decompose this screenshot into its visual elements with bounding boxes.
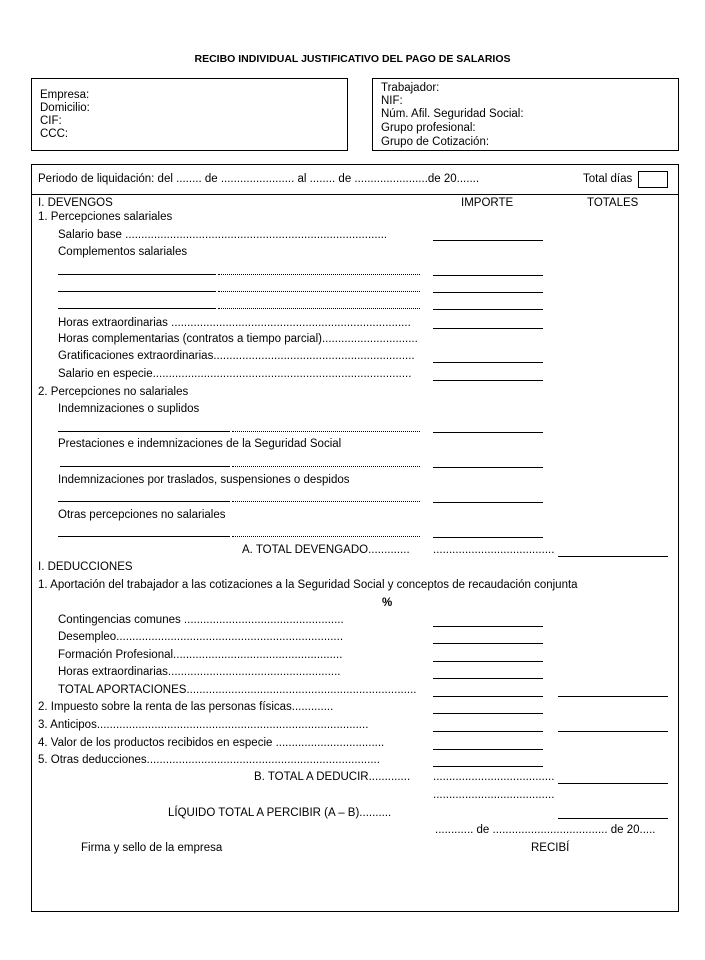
importe-line[interactable] bbox=[433, 626, 543, 627]
importe-line[interactable] bbox=[433, 328, 543, 329]
importe-line[interactable] bbox=[433, 467, 543, 468]
concepto-dots bbox=[232, 501, 420, 502]
firma-empresa: Firma y sello de la empresa bbox=[81, 842, 223, 854]
importe-line[interactable] bbox=[433, 275, 543, 276]
domicilio-label: Domicilio: bbox=[40, 102, 90, 114]
contingencias-comunes: Contingencias comunes .................................................. bbox=[58, 614, 344, 626]
total-aportaciones: TOTAL APORTACIONES........................................................................ bbox=[58, 684, 417, 696]
desempleo: Desempleo....................................................................... bbox=[58, 631, 344, 643]
complemento-line[interactable] bbox=[58, 291, 216, 292]
afiliacion-label: Núm. Afil. Seguridad Social: bbox=[381, 108, 524, 120]
horas-extraordinarias: Horas extraordinarias ........................................................................... bbox=[58, 317, 411, 329]
importe-header: IMPORTE bbox=[461, 197, 514, 209]
periodo-liquidacion: Periodo de liquidación: del ........ de ....................... al ........ de .......................de 20....... bbox=[38, 173, 480, 185]
total-devengado-label: A. TOTAL DEVENGADO............. bbox=[242, 544, 410, 556]
complemento-dots bbox=[218, 291, 420, 292]
salario-especie: Salario en especie................................................................................. bbox=[58, 368, 412, 380]
complementos-salariales: Complementos salariales bbox=[58, 246, 188, 258]
importe-line[interactable] bbox=[433, 380, 543, 381]
importe-line[interactable] bbox=[433, 643, 543, 644]
importe-line[interactable] bbox=[433, 696, 543, 697]
total-line[interactable] bbox=[558, 696, 668, 697]
separator-line bbox=[31, 194, 679, 195]
total-dias-field[interactable] bbox=[638, 171, 668, 188]
percepciones-salariales: 1. Percepciones salariales bbox=[38, 211, 173, 223]
complemento-dots bbox=[218, 274, 420, 275]
totales-header: TOTALES bbox=[587, 197, 639, 209]
total-devengado-line[interactable] bbox=[558, 556, 668, 557]
importe-line[interactable] bbox=[433, 537, 543, 538]
trabajador-label: Trabajador: bbox=[381, 82, 440, 94]
indemnizaciones-traslados: Indemnizaciones por traslados, suspensiones o despidos bbox=[58, 474, 350, 486]
concepto-dots bbox=[232, 466, 420, 467]
deducciones-header: I. DEDUCCIONES bbox=[38, 561, 133, 573]
importe-line[interactable] bbox=[433, 240, 543, 241]
grupo-cotizacion-label: Grupo de Cotización: bbox=[381, 136, 490, 148]
cif-label: CIF: bbox=[40, 115, 62, 127]
total-devengado-importe: ...................................... bbox=[433, 544, 555, 556]
importe-line[interactable] bbox=[433, 502, 543, 503]
total-dias-label: Total días bbox=[583, 173, 633, 185]
percent-header: % bbox=[382, 597, 393, 609]
importe-line[interactable] bbox=[433, 731, 543, 732]
importe-line[interactable] bbox=[433, 713, 543, 714]
concepto-line[interactable] bbox=[58, 431, 230, 432]
impuesto-renta: 2. Impuesto sobre la renta de las personas físicas............. bbox=[38, 701, 334, 713]
document-title: RECIBO INDIVIDUAL JUSTIFICATIVO DEL PAGO DE SALARIOS bbox=[194, 53, 511, 65]
horas-extraordinarias-deduccion: Horas extraordinarias...................................................... bbox=[58, 666, 341, 678]
liquido-total-line[interactable] bbox=[558, 818, 668, 819]
empresa-label: Empresa: bbox=[40, 89, 90, 101]
otras-deducciones: 5. Otras deducciones......................................................................... bbox=[38, 754, 380, 766]
concepto-line[interactable] bbox=[60, 466, 230, 467]
importe-line[interactable] bbox=[433, 749, 543, 750]
percepciones-no-salariales: 2. Percepciones no salariales bbox=[38, 386, 189, 398]
main-box bbox=[31, 164, 679, 912]
importe-line[interactable] bbox=[433, 678, 543, 679]
prestaciones-seguridad-social: Prestaciones e indemnizaciones de la Seguridad Social bbox=[58, 438, 342, 450]
grupo-profesional-label: Grupo profesional: bbox=[381, 122, 476, 134]
formacion-profesional: Formación Profesional..................................................... bbox=[58, 649, 343, 661]
importe-line[interactable] bbox=[433, 432, 543, 433]
aportacion-trabajador: 1. Aportación del trabajador a las cotizaciones a la Seguridad Social y conceptos de recaudación conjunta bbox=[38, 579, 578, 591]
importe-line[interactable] bbox=[433, 292, 543, 293]
complemento-line[interactable] bbox=[58, 274, 216, 275]
horas-complementarias: Horas complementarias (contratos a tiempo parcial).............................. bbox=[58, 333, 418, 345]
salario-base: Salario base .................................................................................. bbox=[58, 229, 388, 241]
total-deducir-line[interactable] bbox=[558, 783, 668, 784]
devengos-header: I. DEVENGOS bbox=[38, 197, 113, 209]
liquido-importe-dots: ...................................... bbox=[433, 789, 555, 801]
empresa-box bbox=[31, 78, 348, 151]
nif-label: NIF: bbox=[381, 95, 403, 107]
total-line[interactable] bbox=[558, 731, 668, 732]
concepto-dots bbox=[232, 536, 420, 537]
total-deducir-importe: ...................................... bbox=[433, 771, 555, 783]
otras-percepciones: Otras percepciones no salariales bbox=[58, 509, 226, 521]
importe-line[interactable] bbox=[433, 661, 543, 662]
liquido-total-label: LÍQUIDO TOTAL A PERCIBIR (A – B).......... bbox=[168, 807, 392, 819]
ccc-label: CCC: bbox=[40, 128, 69, 140]
concepto-dots bbox=[232, 431, 420, 432]
total-deducir-label: B. TOTAL A DEDUCIR............. bbox=[254, 771, 411, 783]
anticipos: 3. Anticipos..................................................................................... bbox=[38, 719, 369, 731]
trabajador-box bbox=[372, 78, 679, 151]
importe-line[interactable] bbox=[433, 362, 543, 363]
gratificaciones: Gratificaciones extraordinarias............................................................... bbox=[58, 350, 415, 362]
complemento-line[interactable] bbox=[58, 308, 216, 309]
indemnizaciones-suplidos: Indemnizaciones o suplidos bbox=[58, 403, 200, 415]
recibi-label: RECIBÍ bbox=[531, 842, 570, 854]
importe-line[interactable] bbox=[433, 309, 543, 310]
importe-line[interactable] bbox=[433, 766, 543, 767]
valor-productos-especie: 4. Valor de los productos recibidos en especie .................................. bbox=[38, 737, 385, 749]
complemento-dots bbox=[218, 308, 420, 309]
concepto-line[interactable] bbox=[58, 501, 230, 502]
fecha-firma: ............ de .................................... de 20..... bbox=[435, 824, 656, 836]
concepto-line[interactable] bbox=[58, 536, 230, 537]
